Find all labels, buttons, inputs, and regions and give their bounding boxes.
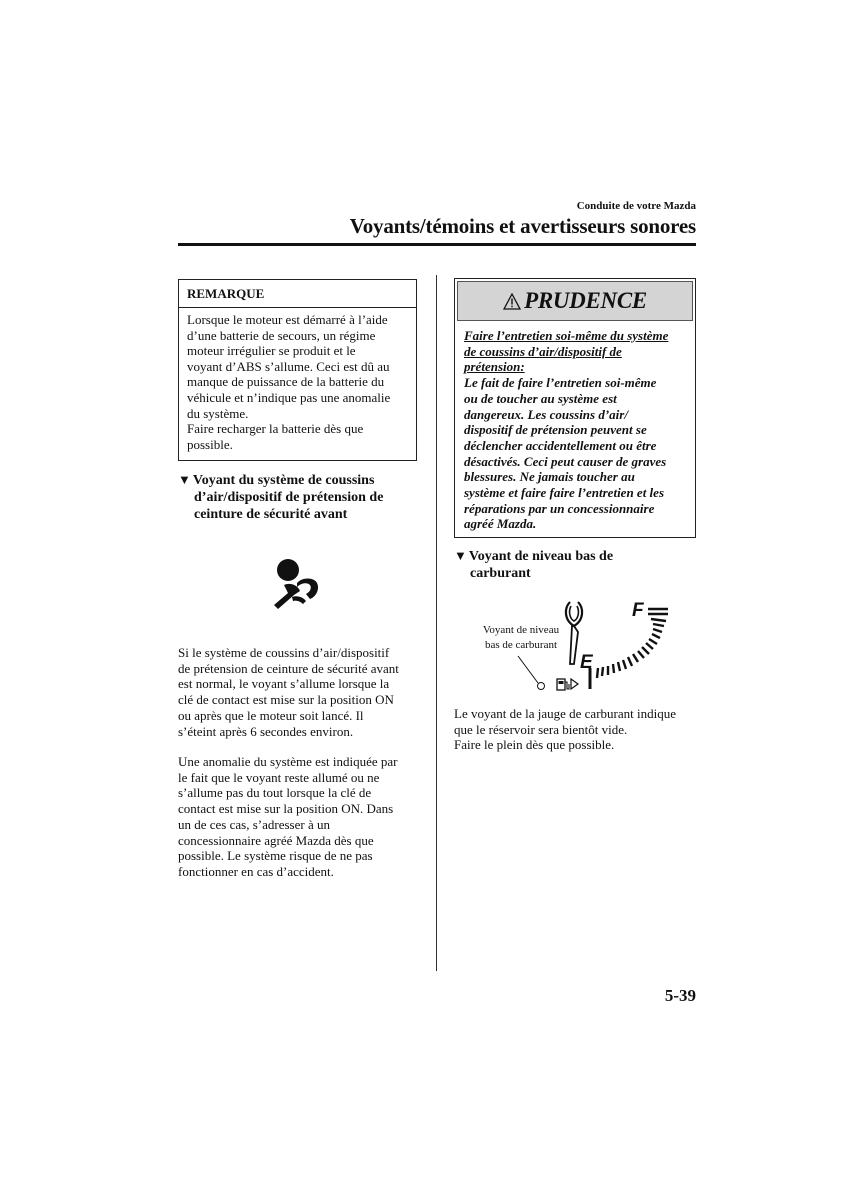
column-divider bbox=[436, 275, 437, 971]
caution-line: dispositif de prétension peuvent se bbox=[464, 422, 647, 438]
fuel-pump-icon bbox=[557, 679, 578, 690]
fuel-paragraph bbox=[454, 706, 699, 753]
caution-body bbox=[455, 321, 695, 532]
heading-line: carburant bbox=[470, 566, 531, 581]
section-marker: ▼ bbox=[178, 472, 191, 487]
note-line: possible. bbox=[187, 436, 233, 452]
note-line: manque de puissance de la batterie du bbox=[187, 374, 385, 390]
text-line: possible. Le système risque de ne pas bbox=[178, 848, 373, 864]
note-box bbox=[178, 279, 417, 461]
section-marker: ▼ bbox=[454, 548, 467, 563]
fuel-section-heading bbox=[454, 547, 694, 582]
page-title: Voyants/témoins et avertisseurs sonores bbox=[349, 214, 696, 238]
note-body bbox=[179, 308, 416, 452]
caution-line: ou de toucher au système est bbox=[464, 390, 617, 406]
heading-line: d’air/dispositif de prétension de bbox=[194, 490, 384, 505]
note-line: Faire recharger la batterie dès que bbox=[187, 421, 364, 437]
text-line: clé de contact est mise sur la position ON bbox=[178, 692, 394, 708]
caution-line: Le fait de faire l’entretien soi-même bbox=[464, 375, 657, 391]
header-rule bbox=[178, 243, 696, 246]
gauge-empty-mark: E bbox=[580, 652, 593, 673]
running-header-section: Conduite de votre Mazda bbox=[576, 200, 696, 212]
page-number: 5-39 bbox=[664, 986, 696, 1005]
warning-triangle-icon bbox=[503, 293, 521, 310]
note-line: voyant d’ABS s’allume. Ceci est dû au bbox=[187, 358, 390, 374]
text-line: Une anomalie du système est indiquée par bbox=[178, 754, 398, 769]
caution-line: réparations par un concessionnaire bbox=[464, 500, 655, 516]
text-line: que le réservoir sera bientôt vide. bbox=[454, 721, 628, 737]
gauge-ticks bbox=[590, 609, 668, 689]
airbag-paragraph-2 bbox=[178, 754, 428, 880]
caution-line: agréé Mazda. bbox=[464, 516, 537, 532]
callout-marker bbox=[538, 683, 545, 690]
caution-line: blessures. Ne jamais toucher au bbox=[464, 469, 635, 485]
fuel-warning-light-label bbox=[476, 623, 566, 653]
text-line: fonctionner en cas d’accident. bbox=[178, 863, 334, 879]
caution-line: système et faire faire l’entretien et les bbox=[464, 485, 665, 501]
text-line: un de ces cas, s’adresser à un bbox=[178, 816, 330, 832]
caution-subtitle-line: de coussins d’air/dispositif de bbox=[464, 343, 622, 359]
note-line: moteur irrégulier se produit et le bbox=[187, 343, 356, 359]
caution-line: déclencher accidentellement ou être bbox=[464, 437, 657, 453]
text-line: contact est mise sur la position ON. Dans bbox=[178, 801, 394, 817]
note-line: véhicule et n’indique pas une anomalie bbox=[187, 389, 391, 405]
text-line: Le voyant de la jauge de carburant indique bbox=[454, 706, 676, 721]
airbag-section-heading bbox=[178, 471, 428, 523]
label-line: Voyant de niveau bbox=[482, 624, 560, 636]
note-title: REMARQUE bbox=[179, 280, 416, 308]
caution-subtitle-line: Faire l’entretien soi-même du système bbox=[464, 328, 669, 343]
text-line: concessionnaire agréé Mazda dès que bbox=[178, 832, 374, 848]
note-line: Lorsque le moteur est démarré à l’aide bbox=[187, 312, 388, 327]
airbag-warning-icon bbox=[270, 555, 330, 615]
text-line: s’allume pas du tout lorsque la clé de bbox=[178, 785, 372, 801]
label-line: bas de carburant bbox=[484, 639, 558, 651]
text-line: le fait que le voyant reste allumé ou ne bbox=[178, 769, 380, 785]
text-line: Si le système de coussins d’air/dispositif bbox=[178, 645, 390, 660]
caution-box bbox=[454, 278, 696, 538]
note-line: d’une batterie de secours, un régime bbox=[187, 327, 376, 343]
heading-line: Voyant de niveau bas de bbox=[468, 549, 614, 564]
heading-line: Voyant du système de coussins bbox=[192, 473, 375, 488]
caution-header bbox=[457, 281, 693, 321]
text-line: ou après que le moteur soit lancé. Il bbox=[178, 707, 364, 723]
text-line: de prétension de ceinture de sécurité avant bbox=[178, 660, 399, 676]
note-line: du système. bbox=[187, 405, 249, 421]
caution-title: PRUDENCE bbox=[524, 288, 647, 313]
airbag-paragraph-1 bbox=[178, 645, 428, 739]
heading-line: ceinture de sécurité avant bbox=[194, 507, 348, 522]
text-line: s’éteint après 6 secondes environ. bbox=[178, 723, 354, 739]
text-line: est normal, le voyant s’allume lorsque la bbox=[178, 676, 390, 692]
caution-subtitle-line: prétension: bbox=[464, 359, 525, 375]
text-line: Faire le plein dès que possible. bbox=[454, 737, 615, 753]
gauge-full-mark: F bbox=[632, 600, 644, 621]
caution-line: désactivés. Ceci peut causer de graves bbox=[464, 453, 667, 469]
caution-line: dangereux. Les coussins d’air/ bbox=[464, 406, 628, 422]
callout-leader-line bbox=[518, 656, 538, 683]
